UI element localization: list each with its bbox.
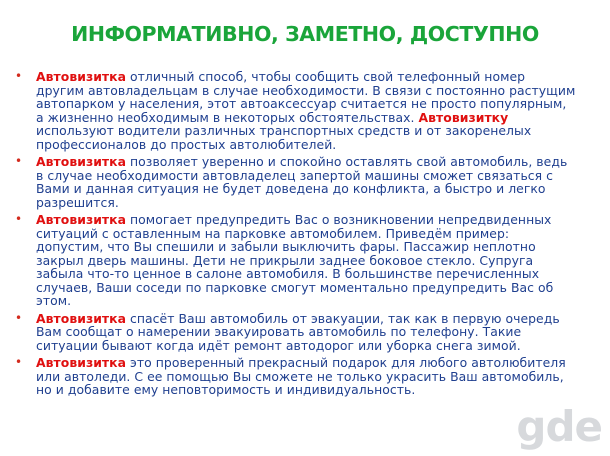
bullet-dot-icon: • (15, 310, 23, 325)
slide-title: ИНФОРМАТИВНО, ЗАМЕТНО, ДОСТУПНО (71, 22, 539, 46)
bullet-dot-icon: • (15, 212, 23, 226)
bullet-text: отличный способ, чтобы сообщить свой телефонный номер другим автовладельцам в случае необходимости. В связи с постоянно растущим автопарком у населения, этот автоаксессуар считается не просто популярным, а жизненно необходимым в некоторых обстоятельствах. (36, 69, 576, 125)
bullet-text: помогает предупредить Вас о возникновении непредвиденных ситуаций с оставленным на парковке автомобилем. Приведём пример: допустим, что Вы спешили и забыли выключить фары. Пассажир неплотно закрыл дверь машины. Дети не прикрыли заднее боковое стекло. Супруга забыла что-то ценное в салоне автомобиля. В большинстве перечисленных случаев, Ваши соседи по парковке смогут моментально предупредить Вас об этом. (36, 212, 554, 308)
bullet-text: позволяет уверенно и спокойно оставлять свой автомобиль, ведь в случае необходимости автовладелец запертой машины сможет связаться с Вами и данная ситуация не будет доведена до конфликта, а быстро и легко разрешится. (36, 154, 568, 210)
bullet-dot-icon: • (15, 154, 23, 168)
bullet-item (0, 213, 610, 308)
keyword: Автовизитка (36, 355, 127, 370)
keyword: Автовизитку (418, 109, 509, 125)
bullet-text: используют водители различных транспортных средств и от закоренелых профессионалов до простых автолюбителей. (36, 123, 532, 152)
bullet-dot-icon: • (15, 355, 23, 369)
bullet-text: спасёт Ваш автомобиль от эвакуации, так как в первую очередь Вам сообщат о намерении эвакуировать автомобиль по телефону. Такие ситуации бывают когда идёт ремонт автодорог или уборка снега зимой. (36, 310, 560, 353)
bullet-item (0, 70, 610, 151)
bullet-list (0, 70, 610, 401)
bullet-dot-icon: • (15, 69, 23, 83)
keyword: Автовизитка (36, 154, 127, 169)
bullet-item (0, 155, 610, 209)
watermark-logo: gde (516, 402, 602, 451)
bullet-item (0, 312, 610, 353)
keyword: Автовизитка (36, 69, 127, 84)
keyword: Автовизитка (36, 212, 127, 227)
bullet-item (0, 356, 610, 397)
bullet-text: это проверенный прекрасный подарок для любого автолюбителя или автоледи. С ее помощью Вы сможете не только украсить Ваш автомобиль, но и добавите ему неповторимость и индивидуальность. (36, 355, 566, 397)
keyword: Автовизитка (36, 310, 127, 326)
